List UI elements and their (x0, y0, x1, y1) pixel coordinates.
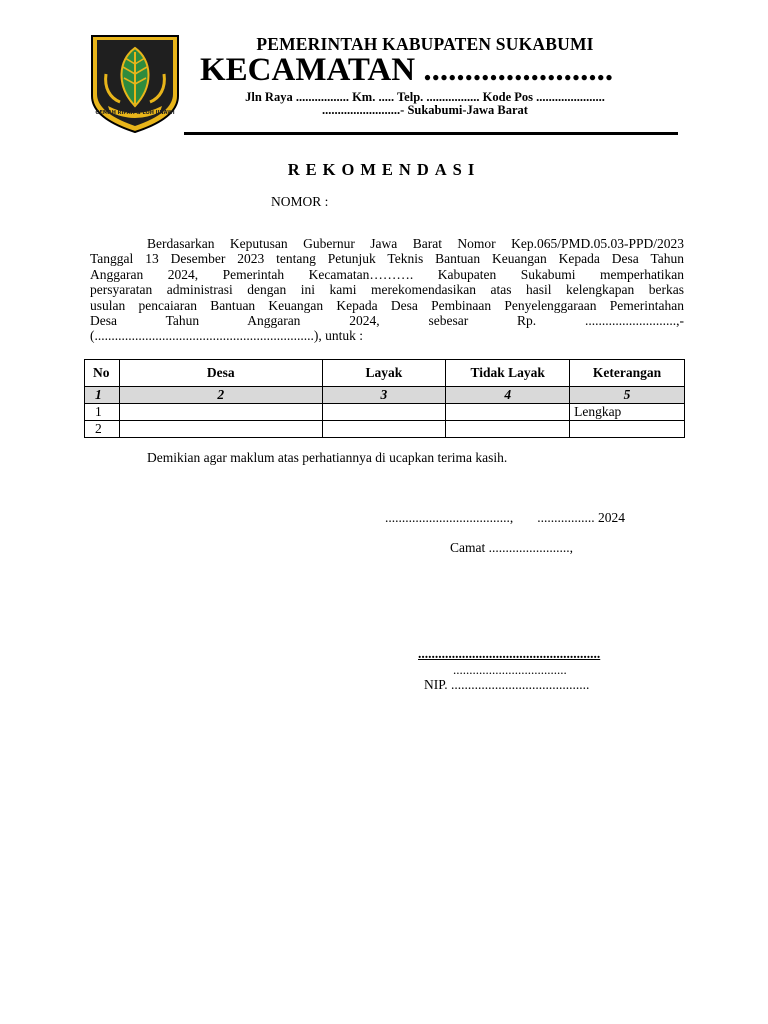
col-number: 5 (570, 387, 685, 404)
closing-statement: Demikian agar maklum atas perhatiannya di ucapkan terima kasih. (147, 450, 508, 465)
cell-desa (119, 421, 322, 438)
signature-place: ....................................., (385, 510, 514, 525)
table-numbering-row (85, 387, 685, 404)
svg-text:GEMAH RIPAH & LOH JINAWI: GEMAH RIPAH & LOH JINAWI (95, 110, 175, 116)
cell-desa (119, 404, 322, 421)
paragraph-line-last: (.................................................................), untuk : (90, 328, 363, 343)
signature-nip: NIP. ......................................... (424, 677, 590, 692)
recommendation-table (84, 359, 685, 438)
cell-no: 1 (85, 404, 120, 421)
body-paragraph (90, 236, 684, 328)
signature-position: Camat ........................, (450, 540, 573, 555)
header-tidak-layak: Tidak Layak (446, 360, 570, 387)
signature-rank: ................................... (453, 662, 567, 677)
header-layak: Layak (322, 360, 446, 387)
paragraph-line: Tanggal 13 Desember 2023 tentang Petunjuk Teknis Bantuan Keuangan Kepada Desa Tahun (90, 251, 684, 267)
paragraph-line: persyaratan administrasi dengan ini kami merekomendasikan atas hasil kelengkapan berkas (90, 282, 684, 298)
kabupaten-logo (90, 34, 180, 134)
cell-keterangan: Lengkap (570, 404, 685, 421)
place-date (385, 510, 625, 526)
cell-tidak-layak (446, 421, 570, 438)
table-header-row (85, 360, 685, 387)
cell-no: 2 (85, 421, 120, 438)
table-row (85, 421, 685, 438)
header-no: No (85, 360, 120, 387)
table-row (85, 404, 685, 421)
paragraph-line: Desa Tahun Anggaran 2024, sebesar Rp. ...........................,- (90, 313, 684, 329)
letterhead-region: .........................- Sukabumi-Jawa Barat (322, 103, 528, 117)
letterhead-address: Jln Raya ................. Km. ..... Telp. ................. Kode Pos ...................... (245, 90, 605, 104)
letterhead-kecamatan: KECAMATAN ....................... (200, 52, 614, 88)
nomor-label: NOMOR : (271, 194, 329, 209)
letterhead-government: PEMERINTAH KABUPATEN SUKABUMI (256, 34, 594, 54)
col-number: 4 (446, 387, 570, 404)
header-keterangan: Keterangan (570, 360, 685, 387)
paragraph-line: usulan pencaiaran Bantuan Keuangan Kepada Desa Pembinaan Penyelenggaraan Pemerintahan (90, 297, 684, 313)
paragraph-line: Anggaran 2024, Pemerintah Kecamatan………. Kabupaten Sukabumi memperhatikan (90, 266, 684, 282)
cell-layak (322, 421, 446, 438)
signature-name: ...................................................... (418, 646, 601, 661)
letterhead-rule (184, 132, 678, 135)
header-desa: Desa (119, 360, 322, 387)
paragraph-line: Berdasarkan Keputusan Gubernur Jawa Barat Nomor Kep.065/PMD.05.03-PPD/2023 (147, 236, 684, 251)
col-number: 3 (322, 387, 446, 404)
cell-keterangan (570, 421, 685, 438)
cell-tidak-layak (446, 404, 570, 421)
col-number: 1 (85, 387, 120, 404)
col-number: 2 (119, 387, 322, 404)
signature-date: ................. 2024 (537, 510, 625, 525)
cell-layak (322, 404, 446, 421)
document-title: REKOMENDASI (287, 160, 481, 179)
